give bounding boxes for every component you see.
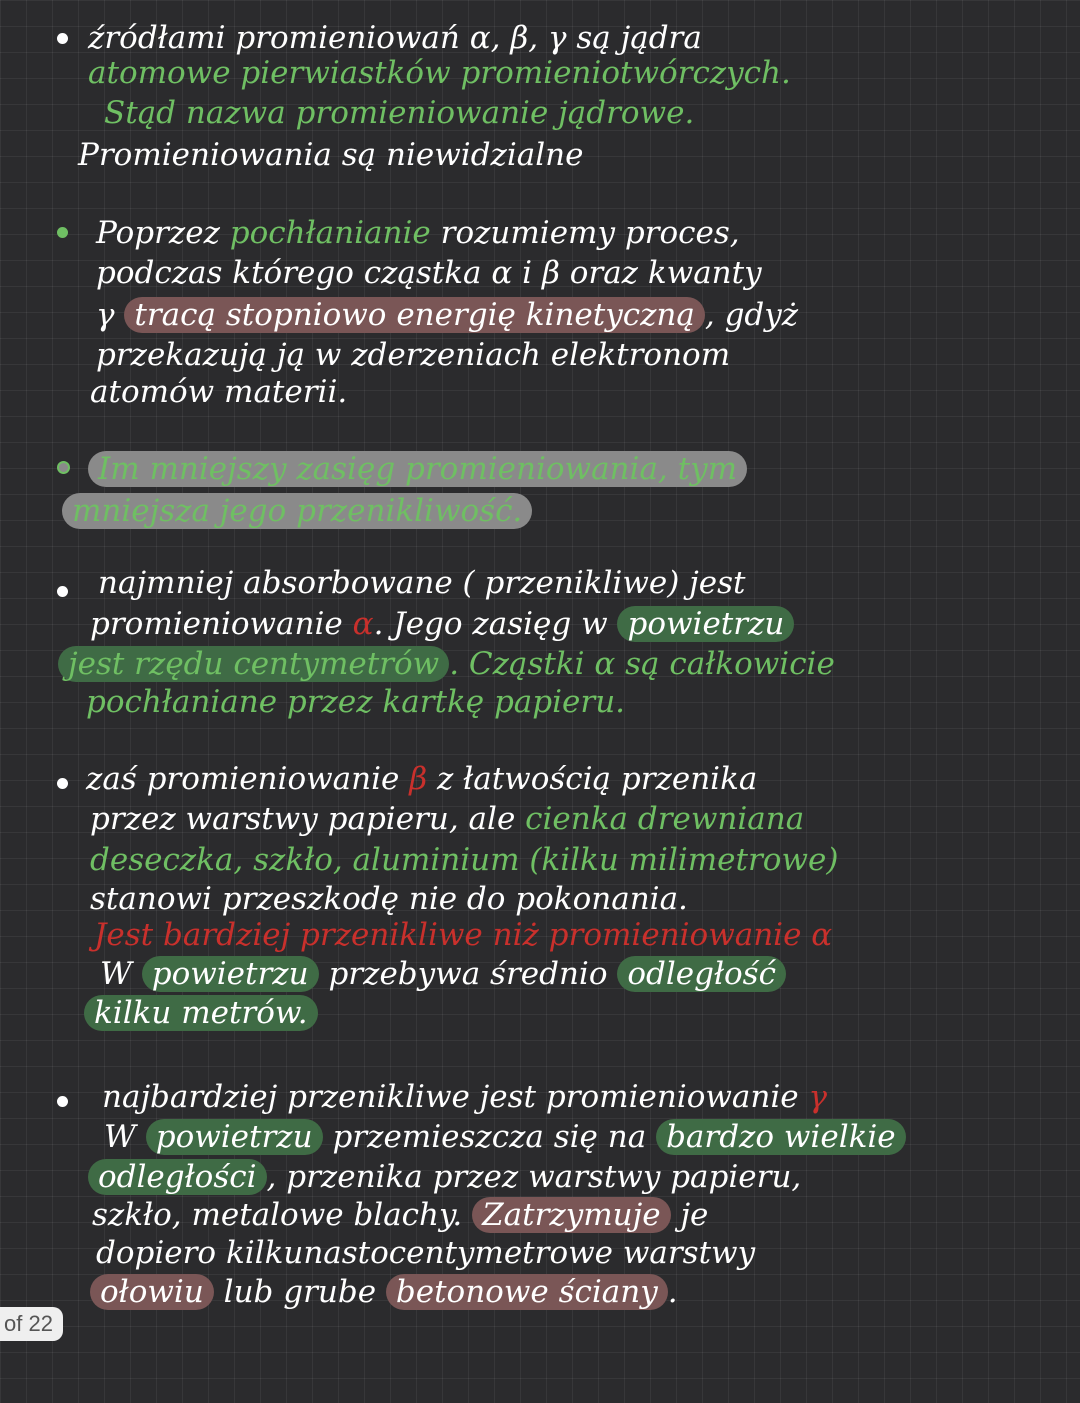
highlight-range-rule-1: Im mniejszy zasięg promieniowania, tym [88,451,747,487]
p1-line-1: źródłami promieniowań α, β, γ są jądra [88,20,702,56]
p5-line-2 [90,800,804,838]
term-pochlanianie: pochłanianie [229,215,431,251]
alpha-symbol: α [352,606,374,642]
highlight-centymetrow: jest rzędu centymetrów [58,646,449,682]
bullet-4 [57,586,68,597]
p4-line-4: pochłaniane przez kartkę papieru. [86,684,626,720]
p6-line-6-end: . [667,1274,678,1310]
p5-line-6-mid: przebywa średnio [318,956,618,992]
p6-line-4-end: je [670,1197,709,1233]
p6-line-5: dopiero kilkunastocentymetrowe warstwy [96,1235,756,1271]
p5-line-1-start: zaś promieniowanie [86,761,410,797]
bullet-2 [57,227,68,238]
gamma-symbol: γ [96,297,125,333]
p5-line-3: deseczka, szkło, aluminium (kilku milimetrowe) [90,842,839,878]
p1-line-4: Promieniowania są niewidzialne [78,137,584,173]
p6-line-2 [104,1118,906,1156]
p3-line-2 [62,492,532,530]
p4-line-2 [90,605,794,643]
highlight-bardzo-wielkie: bardzo wielkie [656,1119,906,1155]
p2-line-1-end: rozumiemy proces, [430,215,740,251]
beta-symbol: β [409,761,428,797]
p4-line-2-mid: . Jego zasięg w [373,606,618,642]
p4-line-3-end: . Cząstki α są całkowicie [449,646,835,682]
p4-line-2-start: promieniowanie [90,606,353,642]
highlight-odleglosci: odległości [88,1159,267,1195]
bullet-5 [57,778,68,789]
p5-line-2-start: przez warstwy papieru, ale [90,801,526,837]
highlight-betonowe-sciany: betonowe ściany [386,1274,668,1310]
gamma-symbol-red: γ [808,1079,828,1115]
p2-line-1-start: Poprzez [96,215,230,251]
highlight-olowiu: ołowiu [90,1274,214,1310]
p5-line-6 [100,955,786,993]
p3-line-1 [88,450,747,488]
highlight-zatrzymuje: Zatrzymuje [472,1197,670,1233]
p1-line-3: Stąd nazwa promieniowanie jądrowe. [104,95,695,131]
p5-line-7 [84,994,318,1032]
p2-line-1 [96,214,740,252]
p2-line-5: atomów materii. [90,374,348,410]
p6-line-1-start: najbardziej przenikliwe jest promieniowanie [102,1079,809,1115]
p6-line-3-end: , przenika przez warstwy papieru, [266,1159,802,1195]
p6-line-6 [90,1273,678,1311]
bullet-3 [57,461,70,474]
p6-line-6-mid: lub grube [213,1274,386,1310]
highlight-odleglosc: odległość [617,956,786,992]
p5-line-4: stanowi przeszkodę nie do pokonania. [90,881,688,917]
p5-line-6-start: W [100,956,142,992]
p4-line-3 [58,645,835,683]
term-drewniana: cienka drewniana [525,801,805,837]
p2-line-4: przekazują ją w zderzeniach elektronom [96,337,731,373]
highlight-energy-loss: tracą stopniowo energię kinetyczną [124,297,704,333]
highlight-powietrzu-beta: powietrzu [142,956,319,992]
p2-line-2: podczas którego cząstka α i β oraz kwanty [96,255,762,291]
p6-line-2-start: W [104,1119,146,1155]
highlight-range-rule-2: mniejsza jego przenikliwość. [62,493,532,529]
page-counter-badge: of 22 [0,1307,63,1341]
bullet-6 [57,1096,68,1107]
p6-line-4-start: szkło, metalowe blachy. [92,1197,473,1233]
bullet-1 [57,33,68,44]
p2-line-3-end: , gdyż [704,297,799,333]
p4-line-1: najmniej absorbowane ( przenikliwe) jest [98,565,746,601]
highlight-kilku-metrow: kilku metrów. [84,995,318,1031]
p5-line-1 [86,760,757,798]
p2-line-3 [96,296,798,334]
p6-line-1 [102,1078,827,1116]
highlight-powietrzu-alpha: powietrzu [617,606,794,642]
p5-line-1-end: z łatwością przenika [427,761,758,797]
p6-line-2-mid: przemieszcza się na [322,1119,657,1155]
p1-line-2: atomowe pierwiastków promieniotwórczych. [88,55,791,91]
p5-line-5: Jest bardziej przenikliwe niż promieniowanie α [94,917,833,953]
highlight-powietrzu-gamma: powietrzu [146,1119,323,1155]
p6-line-3 [88,1158,801,1196]
p6-line-4 [92,1196,708,1234]
